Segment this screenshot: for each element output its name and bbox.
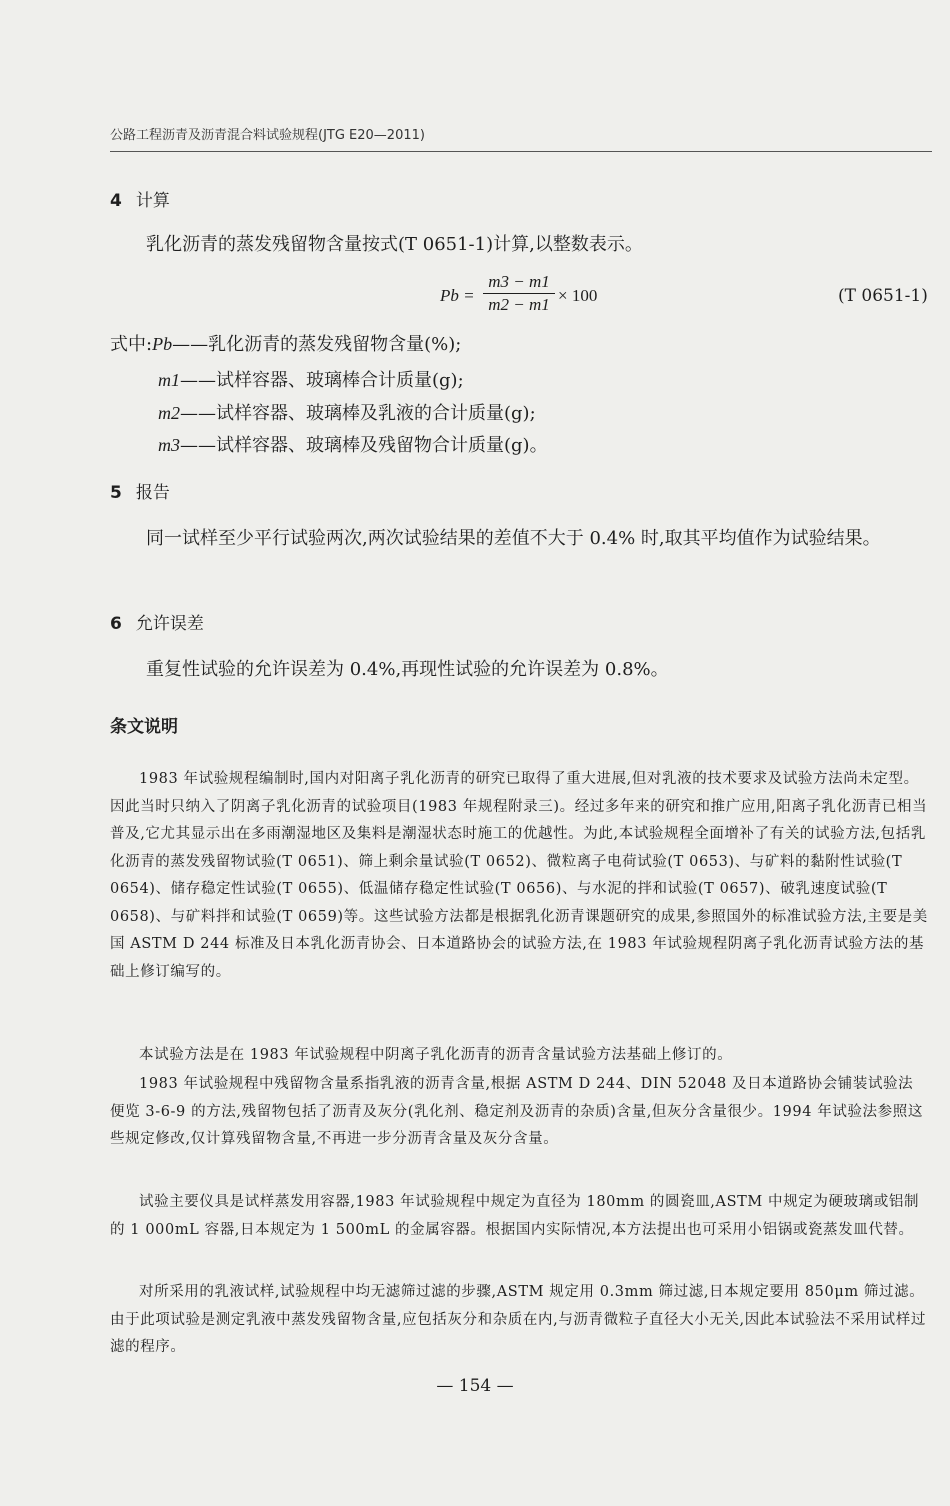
header-rule (110, 151, 932, 152)
explanation-paragraph: 1983 年试验规程编制时,国内对阳离子乳化沥青的研究已取得了重大进展,但对乳液的技术要求及试验方法尚未定型。因此当时只纳入了阴离子乳化沥青的试验项目(1983 年规程附录三)。经过多年来的研究和推广应用,阳离子乳化沥青已相当普及,它尤其显示出在多雨潮湿地区及集料是潮湿状态时施工的优越性。为此,本试验规程全面增补了有关的试验方法,包括乳化沥青的蒸发残留物试验(T 0651)、筛上剩余量试验(T 0652)、微粒离子电荷试验(T 0653)、与矿料的黏附性试验(T 0654)、储存稳定性试验(T 0655)、低温储存稳定性试验(T 0656)、与水泥的拌和试验(T 0657)、破乳速度试验(T 0658)、与矿料拌和试验(T 0659)等。这些试验方法都是根据乳化沥青课题研究的成果,参照国外的标准试验方法,主要是美国 ASTM D 244 标准及日本乳化沥青协会、日本道路协会的试验方法,在 1983 年试验规程阴离子乳化沥青试验方法的基础上修订编写的。 (110, 771, 928, 980)
section-title: 允许误差 (135, 614, 204, 634)
explanation-heading: 条文说明 (110, 717, 178, 737)
running-header: 公路工程沥青及沥青混合料试验规程(JTG E20—2011) (110, 128, 425, 143)
explanation-paragraph: 试验主要仪具是试样蒸发用容器,1983 年试验规程中规定为直径为 180mm 的圆瓷皿,ASTM 中规定为硬玻璃或铝制的 1 000mL 容器,日本规定为 1 500mL 的金属容器。根据国内实际情况,本方法提出也可采用小铝锅或瓷蒸发皿代替。 (110, 1194, 920, 1238)
explanation-paragraph: 本试验方法是在 1983 年试验规程中阴离子乳化沥青的沥青含量试验方法基础上修订的。 (139, 1047, 733, 1063)
definition-text: ——试样容器、玻璃棒合计质量(g); (180, 370, 464, 391)
definition-row (110, 330, 461, 356)
explanation-paragraph: 1983 年试验规程中残留物含量系指乳液的沥青含量,根据 ASTM D 244、DIN 52048 及日本道路协会铺装试验法便览 3-6-9 的方法,残留物包括了沥青及灰分(乳化剂、稳定剂及沥青的杂质)含量,但灰分含量很少。1994 年试验法参照这些规定修改,仅计算残留物含量,不再进一步分沥青含量及灰分含量。 (110, 1076, 923, 1147)
section-number: 4 (110, 191, 122, 211)
section-title: 报告 (135, 483, 170, 503)
formula-numerator: m3 − m1 (483, 272, 555, 294)
report-text: 同一试样至少平行试验两次,两次试验结果的差值不大于 0.4% 时,取其平均值作为试验结果。 (146, 528, 881, 549)
section-heading-report (110, 478, 170, 503)
section-heading-error (110, 609, 204, 634)
definition-row (158, 431, 548, 457)
definition-symbol: m3 (158, 435, 180, 455)
section-number: 6 (110, 614, 122, 634)
formula-denominator: m2 − m1 (488, 295, 550, 314)
error-text: 重复性试验的允许误差为 0.4%,再现性试验的允许误差为 0.8%。 (146, 659, 669, 680)
section-title: 计算 (135, 191, 170, 211)
definition-prefix: 式中: (110, 334, 153, 355)
definition-text: ——乳化沥青的蒸发残留物含量(%); (172, 334, 462, 355)
definition-row (158, 399, 536, 425)
equation-number: (T 0651-1) (838, 286, 928, 306)
section-number: 5 (110, 483, 122, 503)
definition-symbol: Pb (152, 334, 173, 354)
definition-text: ——试样容器、玻璃棒及乳液的合计质量(g); (180, 403, 536, 424)
definition-symbol: m2 (158, 403, 180, 423)
definition-row (158, 366, 464, 392)
formula-lhs: Pb = (440, 286, 475, 305)
formula-fraction (483, 272, 555, 315)
page-number: — 154 — (436, 1376, 514, 1396)
definition-symbol: m1 (158, 370, 180, 390)
definition-text: ——试样容器、玻璃棒及残留物合计质量(g)。 (180, 435, 548, 456)
section-heading-calc (110, 186, 170, 211)
explanation-paragraph: 对所采用的乳液试样,试验规程中均无滤筛过滤的步骤,ASTM 规定用 0.3mm 筛过滤,日本规定要用 850μm 筛过滤。由于此项试验是测定乳液中蒸发残留物含量,应包括灰分和杂质在内,与沥青微粒子直径大小无关,因此本试验法不采用试样过滤的程序。 (110, 1284, 926, 1355)
calc-intro: 乳化沥青的蒸发残留物含量按式(T 0651-1)计算,以整数表示。 (146, 234, 643, 255)
formula-rhs: × 100 (558, 286, 598, 305)
